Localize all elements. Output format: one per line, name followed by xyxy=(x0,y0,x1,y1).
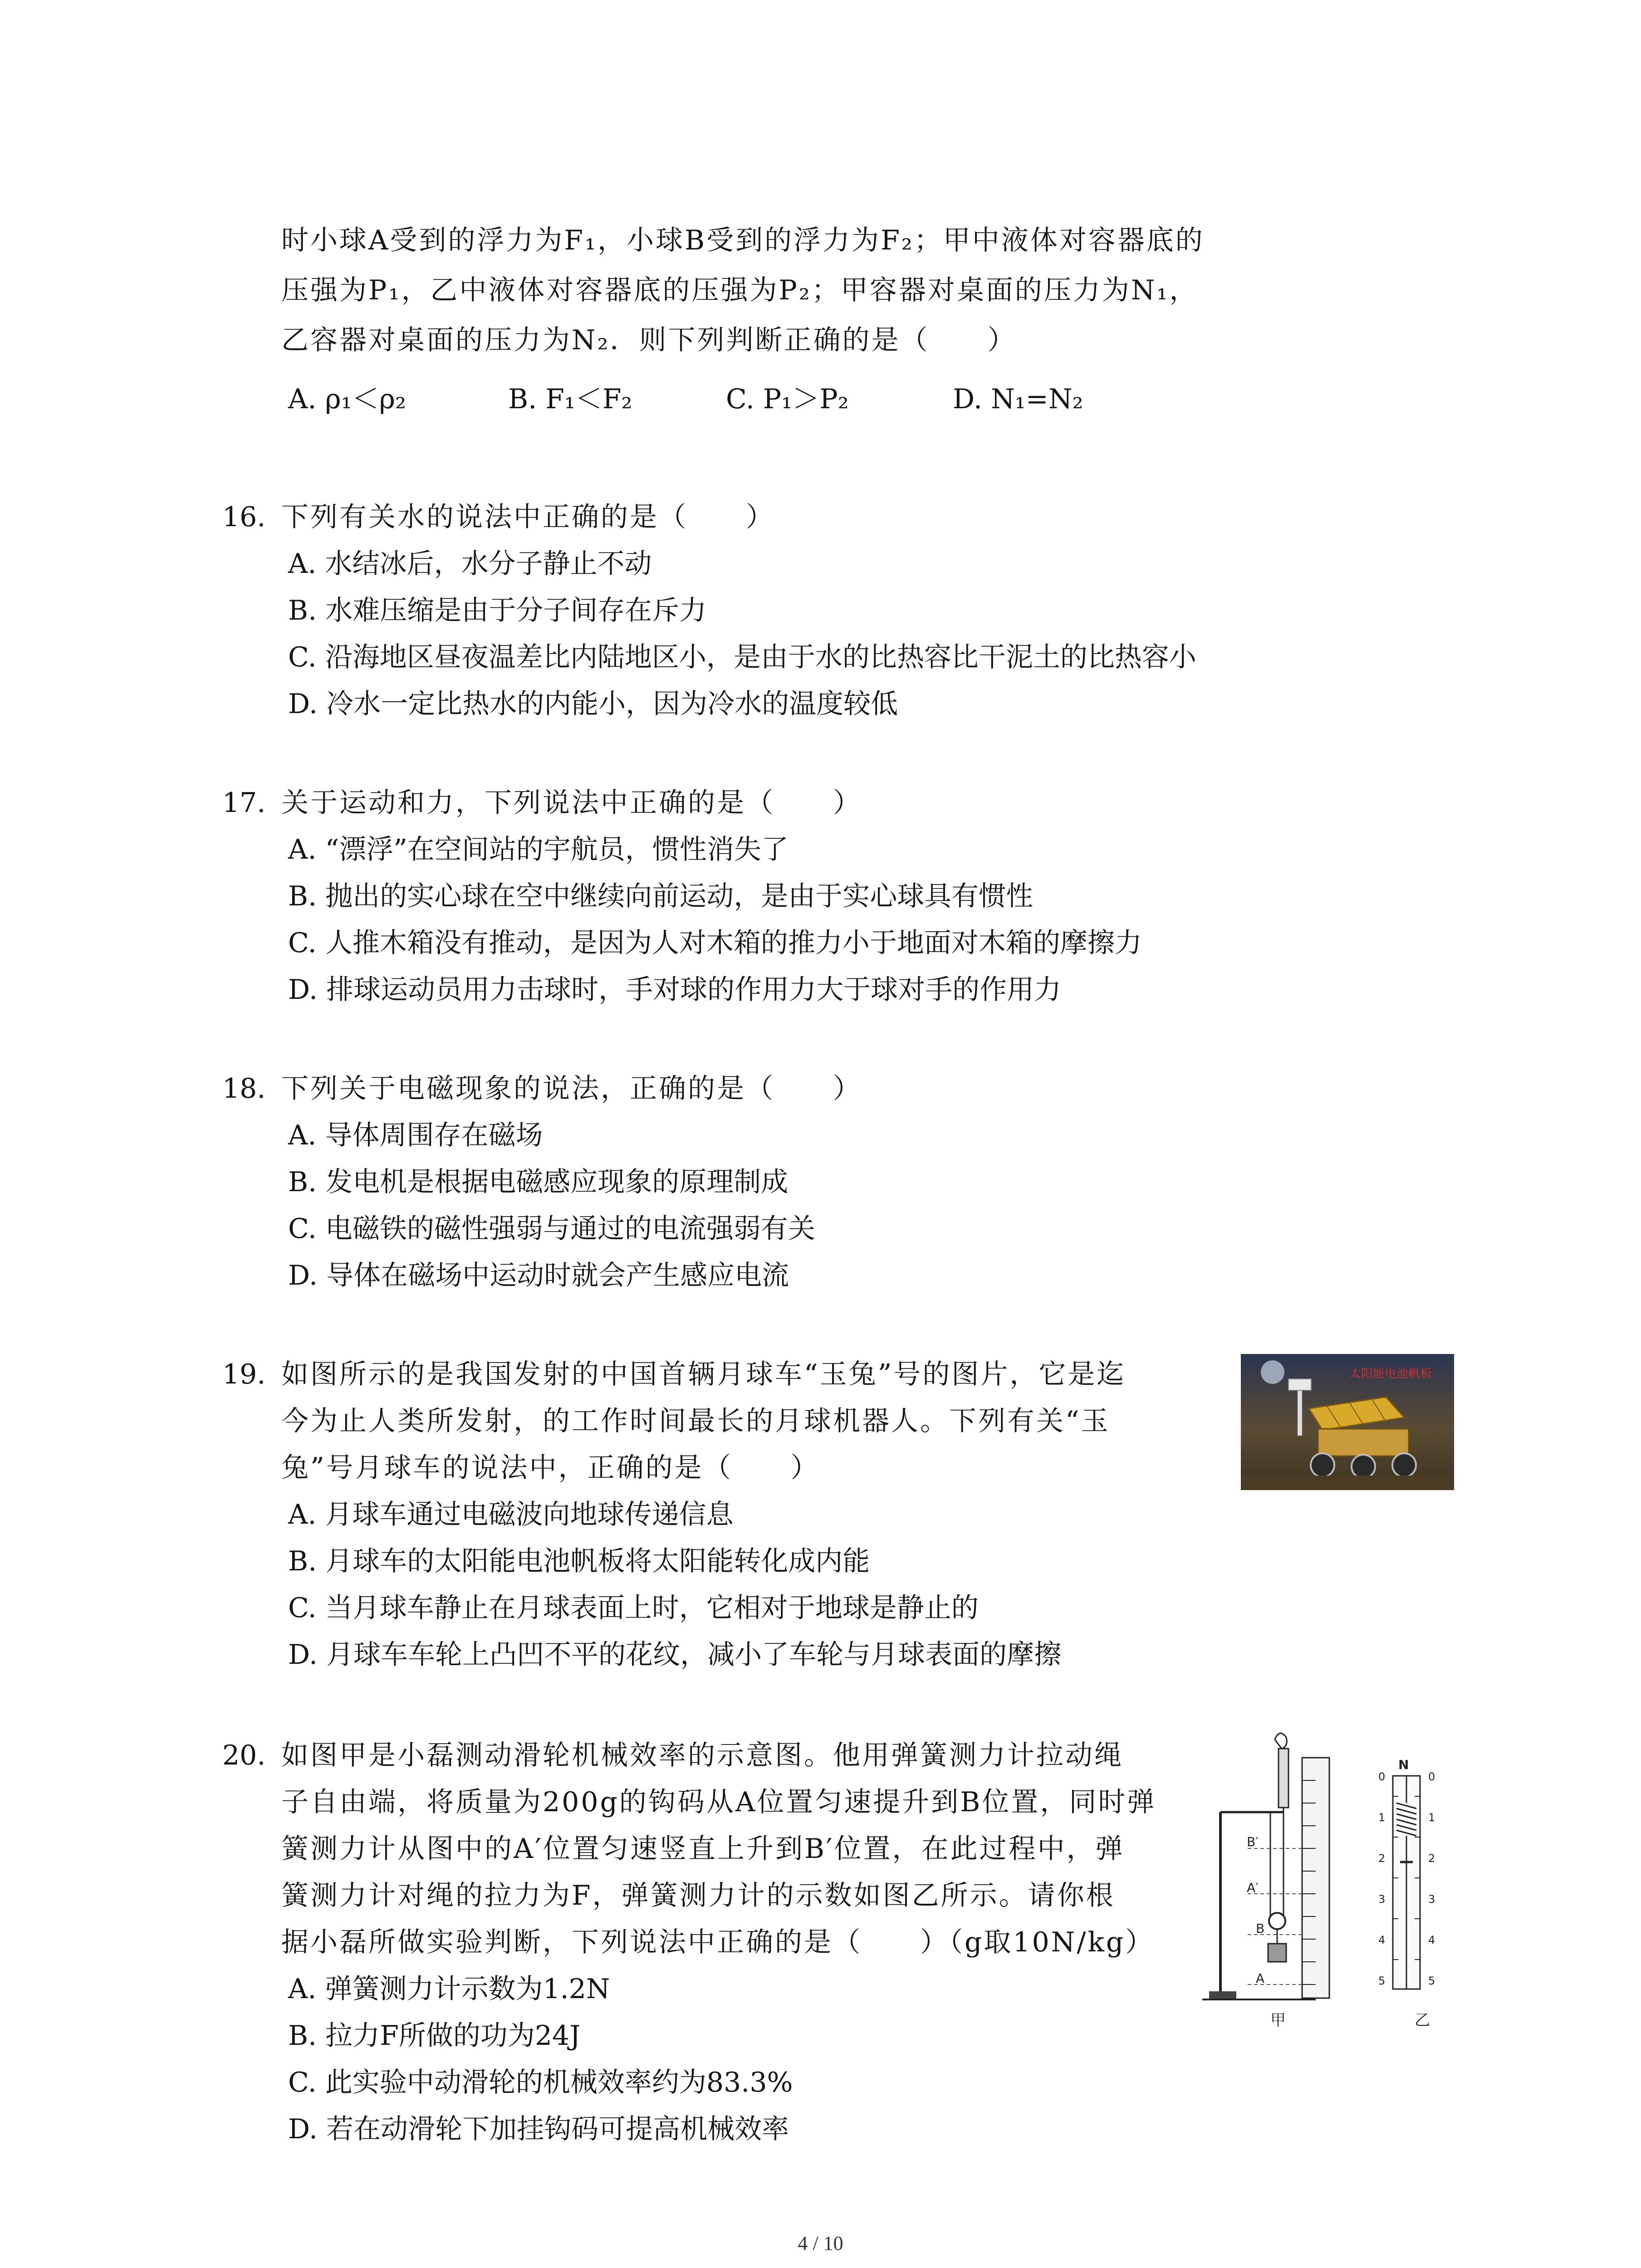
q19-option-c[interactable]: C. 当月球车静止在月球表面上时，它相对于地球是静止的 xyxy=(288,1592,979,1624)
label-a: A xyxy=(1256,1971,1265,1986)
q15-option-a[interactable]: A. ρ₁＜ρ₂ xyxy=(288,383,407,415)
q15-text-line-2: 压强为P₁，乙中液体对容器底的压强为P₂；甲容器对桌面的压力为N₁， xyxy=(281,274,1199,306)
scale-left-4: 4 xyxy=(1378,1934,1386,1946)
q15-option-d[interactable]: D. N₁=N₂ xyxy=(953,383,1083,415)
q18-option-c[interactable]: C. 电磁铁的磁性强弱与通过的电流强弱有关 xyxy=(288,1213,815,1245)
q16-option-a[interactable]: A. 水结冰后，水分子静止不动 xyxy=(288,548,652,580)
q16-option-d[interactable]: D. 冷水一定比热水的内能小，因为冷水的温度较低 xyxy=(288,688,898,720)
q19-stem-line-1: 如图所示的是我国发射的中国首辆月球车“玉兔”号的图片，它是迄 xyxy=(281,1359,1126,1390)
scale-left-5: 5 xyxy=(1378,1975,1386,1987)
q17-stem: 关于运动和力，下列说法中正确的是（ ） xyxy=(281,787,862,819)
q17-option-a[interactable]: A. “漂浮”在空间站的宇航员，惯性消失了 xyxy=(288,834,789,865)
q18-option-b[interactable]: B. 发电机是根据电磁感应现象的原理制成 xyxy=(288,1166,789,1198)
q20-stem-line-3: 簧测力计从图中的A′位置匀速竖直上升到B′位置，在此过程中，弹 xyxy=(281,1833,1125,1865)
q20-option-b[interactable]: B. 拉力F所做的功为24J xyxy=(288,2020,581,2052)
q16-stem: 下列有关水的说法中正确的是（ ） xyxy=(281,501,775,533)
q18-option-d[interactable]: D. 导体在磁场中运动时就会产生感应电流 xyxy=(288,1260,789,1291)
scale-right-2: 2 xyxy=(1428,1852,1435,1865)
label-yi: 乙 xyxy=(1415,2011,1430,2029)
q19-number: 19. xyxy=(222,1359,266,1390)
q20-option-d[interactable]: D. 若在动滑轮下加挂钩码可提高机械效率 xyxy=(288,2113,789,2145)
q20-option-c[interactable]: C. 此实验中动滑轮的机械效率约为83.3% xyxy=(288,2067,793,2098)
q17-number: 17. xyxy=(222,787,266,819)
q20-option-a[interactable]: A. 弹簧测力计示数为1.2N xyxy=(288,1973,610,2005)
label-b: B xyxy=(1256,1921,1265,1936)
page-number: 4 / 10 xyxy=(798,2232,843,2254)
unit-label-n: N xyxy=(1398,1757,1409,1772)
label-b-prime: B′ xyxy=(1247,1834,1259,1849)
q17-option-b[interactable]: B. 抛出的实心球在空中继续向前运动，是由于实心球具有惯性 xyxy=(288,880,1034,912)
photo-caption: 太阳能电池帆板 xyxy=(1349,1367,1432,1381)
pulley-diagram xyxy=(1202,1730,1465,2048)
scale-right-0: 0 xyxy=(1428,1770,1435,1783)
moon-rover-photo xyxy=(1241,1354,1454,1490)
q15-option-b[interactable]: B. F₁＜F₂ xyxy=(508,383,632,415)
pulley-diagram-svg xyxy=(1202,1730,1465,2048)
q16-number: 16. xyxy=(222,501,266,533)
q19-option-a[interactable]: A. 月球车通过电磁波向地球传递信息 xyxy=(288,1499,734,1530)
q20-stem-line-2: 子自由端，将质量为200g的钩码从A位置匀速提升到B位置，同时弹 xyxy=(281,1786,1156,1818)
scale-right-4: 4 xyxy=(1428,1934,1435,1946)
q16-option-b[interactable]: B. 水难压缩是由于分子间存在斥力 xyxy=(288,595,707,626)
q20-stem-line-1: 如图甲是小磊测动滑轮机械效率的示意图。他用弹簧测力计拉动绳 xyxy=(281,1740,1123,1771)
q15-option-c[interactable]: C. P₁＞P₂ xyxy=(726,383,849,415)
q20-stem-line-4: 簧测力计对绳的拉力为F，弹簧测力计的示数如图乙所示。请你根 xyxy=(281,1880,1115,1911)
q17-option-d[interactable]: D. 排球运动员用力击球时，手对球的作用力大于球对手的作用力 xyxy=(288,974,1062,1006)
q18-number: 18. xyxy=(222,1073,266,1105)
scale-left-2: 2 xyxy=(1378,1852,1386,1865)
moon-rover-illustration xyxy=(1241,1354,1454,1490)
q16-option-c[interactable]: C. 沿海地区昼夜温差比内陆地区小，是由于水的比热容比干泥土的比热容小 xyxy=(288,641,1196,673)
scale-right-5: 5 xyxy=(1428,1975,1435,1987)
q20-number: 20. xyxy=(222,1740,266,1771)
scale-left-1: 1 xyxy=(1378,1811,1386,1824)
label-jia: 甲 xyxy=(1270,2011,1286,2029)
q17-option-c[interactable]: C. 人推木箱没有推动，是因为人对木箱的推力小于地面对木箱的摩擦力 xyxy=(288,927,1142,959)
q19-option-b[interactable]: B. 月球车的太阳能电池帆板将太阳能转化成内能 xyxy=(288,1545,870,1577)
scale-right-1: 1 xyxy=(1428,1811,1435,1824)
q19-stem-line-3: 兔”号月球车的说法中，正确的是（ ） xyxy=(281,1452,820,1484)
q19-stem-line-2: 今为止人类所发射，的工作时间最长的月球机器人。下列有关“玉 xyxy=(281,1405,1110,1437)
scale-left-0: 0 xyxy=(1378,1770,1386,1783)
q15-text-line-3: 乙容器对桌面的压力为N₂．则下列判断正确的是（ ） xyxy=(281,324,1017,356)
q15-text-line-1: 时小球A受到的浮力为F₁，小球B受到的浮力为F₂；甲中液体对容器底的 xyxy=(281,225,1205,256)
q20-stem-line-5: 据小磊所做实验判断，下列说法中正确的是（ ）（g取10N/kg） xyxy=(281,1926,1155,1958)
q19-option-d[interactable]: D. 月球车车轮上凸凹不平的花纹，减小了车轮与月球表面的摩擦 xyxy=(288,1639,1062,1671)
scale-right-3: 3 xyxy=(1428,1893,1435,1906)
q18-stem: 下列关于电磁现象的说法，正确的是（ ） xyxy=(281,1073,862,1105)
scale-left-3: 3 xyxy=(1378,1893,1386,1906)
label-a-prime: A′ xyxy=(1247,1880,1259,1895)
q18-option-a[interactable]: A. 导体周围存在磁场 xyxy=(288,1119,543,1151)
